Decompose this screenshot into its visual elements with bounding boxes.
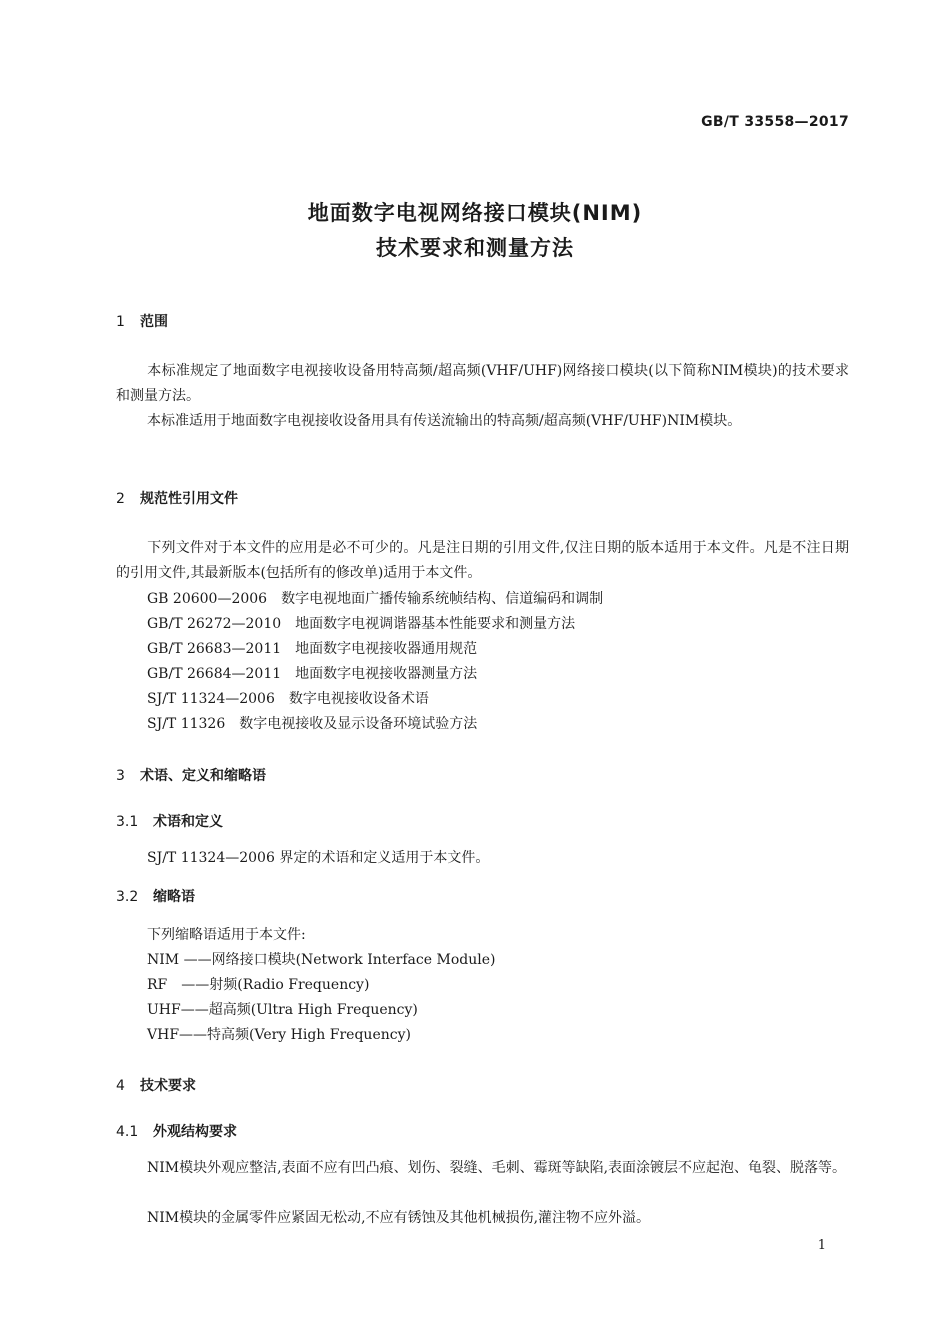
section-number: 3.1 [116, 814, 139, 830]
section-title: 术语、定义和缩略语 [140, 768, 266, 784]
page-number: 1 [817, 1238, 826, 1253]
section-2-paragraph-1: 下列文件对于本文件的应用是必不可少的。凡是注日期的引用文件,仅注日期的版本适用于本文件。凡是不注日期的引用文件,其最新版本(包括所有的修改单)适用于本文件。 [116, 540, 849, 581]
section-4-1-paragraph-2: NIM模块的金属零件应紧固无松动,不应有锈蚀及其他机械损伤,灌注物不应外溢。 [147, 1210, 651, 1226]
section-title: 范围 [140, 314, 168, 330]
abbreviation-item: UHF——超高频(Ultra High Frequency) [147, 1002, 418, 1018]
section-1-paragraph-2: 本标准适用于地面数字电视接收设备用具有传送流输出的特高频/超高频(VHF/UHF)NIM模块。 [147, 413, 742, 429]
abbreviation-item: NIM ——网络接口模块(Network Interface Module) [147, 952, 496, 968]
reference-item: GB/T 26272—2010 地面数字电视调谐器基本性能要求和测量方法 [147, 616, 576, 632]
reference-item: GB 20600—2006 数字电视地面广播传输系统帧结构、信道编码和调制 [147, 591, 604, 607]
section-4-1-paragraph-1: NIM模块外观应整洁,表面不应有凹凸痕、划伤、裂缝、毛刺、霉斑等缺陷,表面涂镀层不应起泡、龟裂、脱落等。 [147, 1160, 847, 1176]
section-2-heading [116, 489, 238, 509]
section-number: 3.2 [116, 889, 139, 905]
section-4-heading [116, 1076, 196, 1096]
abbreviations-intro: 下列缩略语适用于本文件: [147, 927, 306, 943]
reference-item: SJ/T 11326 数字电视接收及显示设备环境试验方法 [147, 716, 478, 732]
section-number: 2 [116, 491, 125, 507]
standard-code: GB/T 33558—2017 [701, 114, 849, 130]
section-3-2-heading [116, 887, 195, 907]
section-number: 4.1 [116, 1124, 139, 1140]
section-1-paragraph-1: 本标准规定了地面数字电视接收设备用特高频/超高频(VHF/UHF)网络接口模块(以下简称NIM模块)的技术要求和测量方法。 [116, 363, 849, 404]
abbreviation-item: VHF——特高频(Very High Frequency) [147, 1027, 411, 1043]
reference-item: GB/T 26683—2011 地面数字电视接收器通用规范 [147, 641, 478, 657]
section-number: 3 [116, 768, 125, 784]
section-3-1-paragraph: SJ/T 11324—2006 界定的术语和定义适用于本文件。 [147, 850, 490, 866]
section-3-heading [116, 766, 266, 786]
reference-item: GB/T 26684—2011 地面数字电视接收器测量方法 [147, 666, 478, 682]
section-title: 缩略语 [153, 889, 195, 905]
document-title-line-2: 技术要求和测量方法 [376, 236, 574, 260]
section-3-1-heading [116, 812, 223, 832]
document-title-line-1: 地面数字电视网络接口模块(NIM) [307, 201, 643, 225]
section-title: 术语和定义 [153, 814, 223, 830]
section-title: 技术要求 [140, 1078, 196, 1094]
section-1-heading [116, 312, 168, 332]
section-4-1-heading [116, 1122, 237, 1142]
section-number: 4 [116, 1078, 125, 1094]
abbreviation-item: RF ——射频(Radio Frequency) [147, 977, 370, 993]
section-number: 1 [116, 314, 125, 330]
section-title: 外观结构要求 [153, 1124, 237, 1140]
reference-item: SJ/T 11324—2006 数字电视接收设备术语 [147, 691, 429, 707]
section-title: 规范性引用文件 [140, 491, 238, 507]
